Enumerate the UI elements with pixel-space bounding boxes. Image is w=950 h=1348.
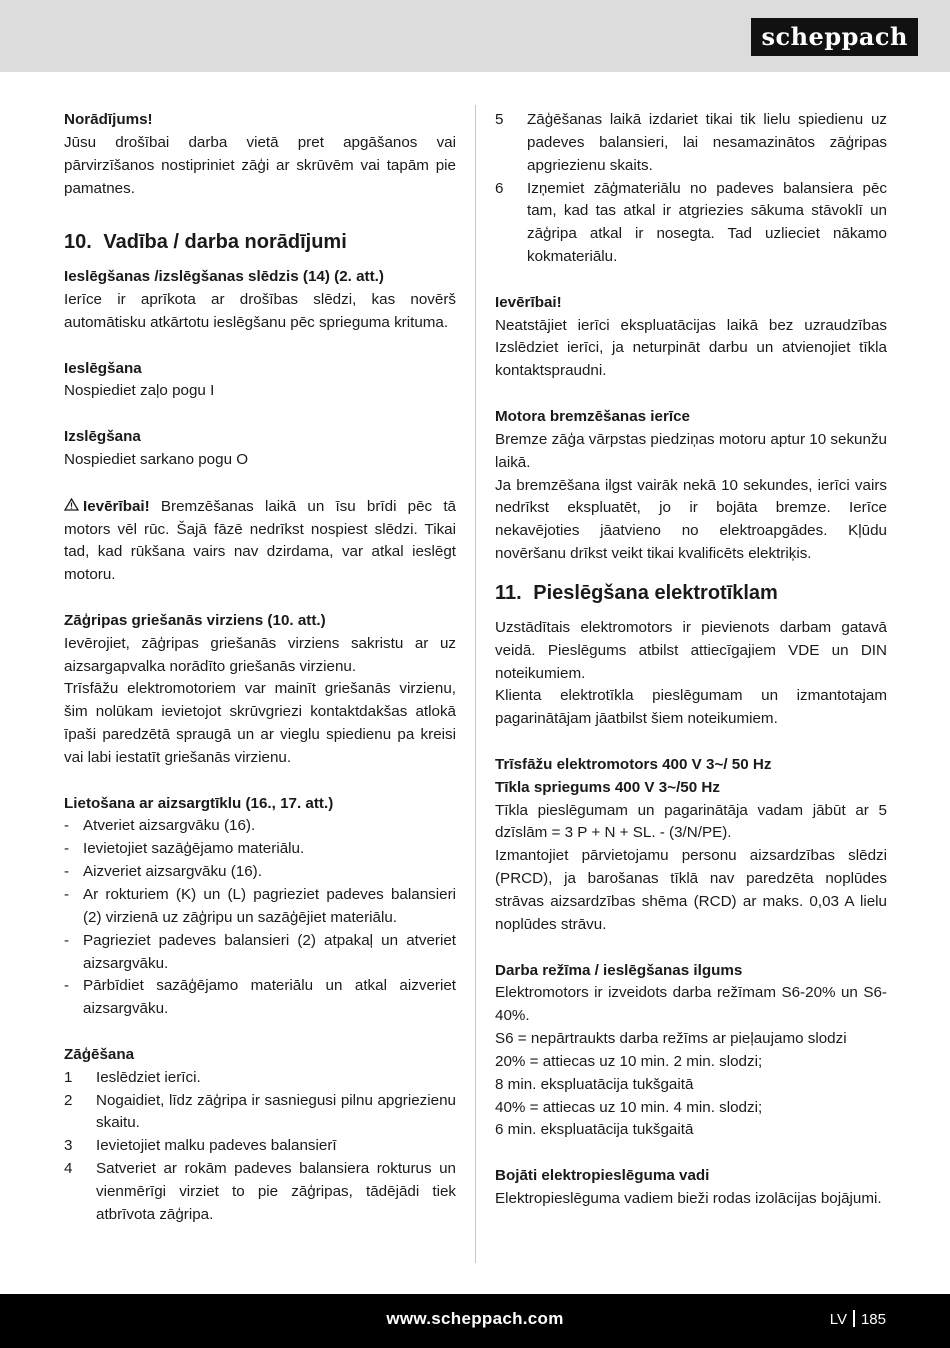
- right-column: [495, 109, 887, 1211]
- switch-text: Ierīce ir aprīkota ar drošības slēdzi, kas novērš automātisku atkārtotu ieslēgšanu pēc sprieguma krituma.: [64, 291, 456, 331]
- caution-text: Neatstājiet ierīci ekspluatācijas laikā bez uzraudzības Izslēdziet ierīci, ja neturpināt darbu un atvienojiet tīkla kontaktspraudni.: [495, 316, 887, 380]
- language-code: LV: [829, 1311, 847, 1328]
- connection-text-2: Klienta elektrotīkla pieslēgumam un izmantotajam pagarinātājam jāatbilst šiem noteikumiem.: [495, 687, 887, 728]
- brake-text-1: Bremze zāģa vārpstas piedziņas motoru aptur 10 sekunžu laikā.: [495, 430, 887, 471]
- page-separator: [853, 1310, 855, 1327]
- voltage-text-1: Tīkla pieslēgumam un pagarinātāja vadam jābūt ar 5 dzīslām = 3 P + N + SL. - (3/N/PE).: [495, 801, 887, 842]
- section-10-title: Vadība / darba norādījumi: [103, 231, 347, 254]
- duty-line: 40% = attiecas uz 10 min. 4 min. slodzi;: [495, 1098, 763, 1116]
- list-item: - Pārbīdiet sazāģējamo materiālu un atkal aizveriet aizsargvāku.: [64, 977, 456, 1018]
- voltage-title: Tīkla spriegums 400 V 3~/50 Hz: [495, 778, 720, 796]
- left-column: [64, 109, 456, 1227]
- section-11-heading: [495, 580, 887, 606]
- duty-line: 20% = attiecas uz 10 min. 2 min. slodzi;: [495, 1052, 763, 1070]
- page-footer: [0, 1294, 950, 1348]
- list-item: - Ievietojiet sazāģējamo materiālu.: [64, 840, 305, 858]
- section-10-number: 10.: [64, 231, 92, 254]
- off-text: Nospiediet sarkano pogu O: [64, 450, 249, 468]
- brake-text-2: Ja bremzēšana ilgst vairāk nekā 10 sekundes, ierīci vairs nedrīkst ekspluatēt, jo ir bojāta bremze. Ierīce nekavējoties jāatvieno no elektroapgādes. Kļūdu novēršanu drīkst veikt tikai kvalificēts elektriķis.: [495, 476, 887, 563]
- rotation-title: Zāģripas griešanās virziens (10. att.): [64, 611, 326, 629]
- sawing-title: Zāģēšana: [64, 1045, 135, 1063]
- page-indicator: [830, 1310, 886, 1328]
- guard-title: Lietošana ar aizsargtīklu (16., 17. att.): [64, 794, 334, 812]
- voltage-text-2: Izmantojiet pārvietojamu personu aizsardzības slēdzi (PRCD), ja barošanas tīklā nav paredzēta noplūdes strāvas aizsardzības shēma (RCD) ar maks. 0,03 A lielu noplūdes strāvu.: [495, 847, 887, 933]
- brake-title: Motora bremzēšanas ierīce: [495, 407, 690, 425]
- cables-title: Bojāti elektropieslēguma vadi: [495, 1167, 710, 1185]
- section-11-title: Pieslēgšana elektrotīklam: [533, 581, 778, 604]
- list-item: - Ar rokturiem (K) un (L) pagrieziet padeves balansieri (2) virzienā uz zāģripu un sazāģējiet materiālu.: [64, 886, 456, 926]
- switch-title: Ieslēgšanas /izslēgšanas slēdzis (14) (2. att.): [64, 268, 384, 286]
- rotation-text-2: Trīsfāžu elektromotoriem var mainīt griešanās virzienu, šim nolūkam ievietojot skrūvgriezi kontaktdakšas atlokā īpaši paredzētā spraugā un ar vieglu spiedienu pa kreisi vai labi iestatīt griešanās virzienu.: [64, 680, 456, 766]
- on-text: Nospiediet zaļo pogu I: [64, 382, 215, 400]
- attention-text: Bremzēšanas laikā un īsu brīdi pēc tā motors vēl rūc. Šajā fāzē nedrīkst nospiest slēdzi. Tikai tad, kad rūkšana vairs nav dzirdama, var atkal ieslēgt motoru.: [64, 497, 456, 584]
- warning-triangle-icon: [64, 495, 79, 518]
- sawing-step: 6 Izņemiet zāģmateriālu no padeves balansiera pēc tam, kad tas atkal ir atgriezies sākuma stāvoklī un zāģripa atkal ir nosegta. Tad uzlieciet nākamo kokmateriālu.: [495, 179, 887, 266]
- brand-logo: scheppach: [751, 18, 918, 56]
- column-divider: [475, 105, 476, 1263]
- rotation-text-1: Ievērojiet, zāģripas griešanās virziens sakristu ar uz aizsargapvalka norādīto griešanās virzienu.: [64, 634, 456, 675]
- caution-title: Ievērībai!: [495, 293, 562, 311]
- duty-line: 8 min. ekspluatācija tukšgaitā: [495, 1075, 694, 1093]
- sawing-step: 4 Satveriet ar rokām padeves balansiera rokturus un vienmērīgi virziet to pie zāģripas, tādējādi tiek atbrīvota zāģripa.: [64, 1160, 456, 1223]
- attention-label: Ievērībai!: [83, 497, 150, 515]
- off-title: Izslēgšana: [64, 428, 141, 446]
- website-link[interactable]: www.scheppach.com: [386, 1309, 564, 1328]
- duty-line: S6 = nepārtraukts darba režīms ar pieļaujamo slodzi: [495, 1030, 847, 1048]
- list-item: - Aizveriet aizsargvāku (16).: [64, 863, 262, 881]
- connection-text-1: Uzstādītais elektromotors ir pievienots darbam gatavā veidā. Pieslēgums atbilst attiecīgajiem VDE un DIN noteikumiem.: [495, 618, 887, 682]
- cables-text: Elektropieslēguma vadiem bieži rodas izolācijas bojājumi.: [495, 1189, 882, 1207]
- duty-text: Elektromotors ir izveidots darba režīmam S6-20% un S6-40%.: [495, 984, 887, 1025]
- section-11-number: 11.: [495, 581, 522, 604]
- duty-line: 6 min. ekspluatācija tukšgaitā: [495, 1121, 694, 1139]
- duty-title: Darba režīma / ieslēgšanas ilgums: [495, 961, 743, 979]
- on-title: Ieslēgšana: [64, 359, 142, 377]
- list-item: - Pagrieziet padeves balansieri (2) atpakaļ un atveriet aizsargvāku.: [64, 931, 456, 972]
- note-text: Jūsu drošībai darba vietā pret apgāšanos vai pārvirzīšanos nostipriniet zāģi ar skrūvēm vai tapām pie pamatnes.: [64, 133, 456, 197]
- list-item: - Atveriet aizsargvāku (16).: [64, 817, 256, 835]
- sawing-step: 5 Zāģēšanas laikā izdariet tikai tik lielu spiedienu uz padeves balansieri, lai nesamazinātos zāģripas apgriezienu skaits.: [495, 111, 887, 174]
- note-title: Norādījums!: [64, 111, 153, 128]
- sawing-step: 2 Nogaidiet, līdz zāģripa ir sasniegusi pilnu apgriezienu skaitu.: [64, 1091, 456, 1132]
- sawing-step: 1 Ieslēdziet ierīci.: [64, 1068, 201, 1086]
- attention-paragraph: [64, 495, 456, 587]
- motor-title: Trīsfāžu elektromotors 400 V 3~/ 50 Hz: [495, 755, 772, 773]
- section-10-heading: [64, 229, 456, 255]
- page-number: 185: [860, 1311, 886, 1328]
- page-header: [0, 0, 950, 72]
- sawing-step: 3 Ievietojiet malku padeves balansierī: [64, 1137, 337, 1155]
